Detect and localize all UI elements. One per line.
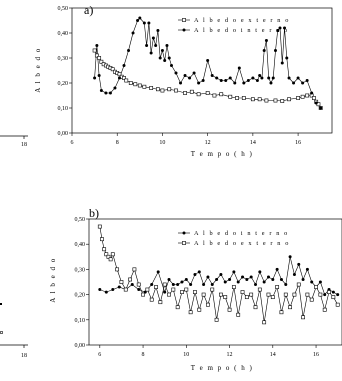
data-point bbox=[193, 273, 196, 276]
data-point bbox=[138, 17, 141, 20]
data-point bbox=[179, 82, 182, 85]
data-point bbox=[323, 293, 326, 296]
data-point bbox=[250, 293, 253, 296]
y-axis-label: A l b e d o bbox=[49, 257, 57, 303]
legend-marker bbox=[182, 241, 185, 244]
data-point bbox=[232, 270, 235, 273]
legend-label: A l b e d o i n t e r n o bbox=[194, 230, 289, 238]
data-point bbox=[310, 92, 313, 95]
legend-marker bbox=[182, 18, 185, 21]
data-point bbox=[180, 281, 183, 284]
data-point bbox=[315, 102, 318, 105]
data-point bbox=[276, 285, 279, 288]
left-mark-open bbox=[1, 332, 3, 334]
data-point bbox=[258, 270, 261, 273]
data-point bbox=[118, 77, 121, 80]
data-point bbox=[312, 96, 315, 99]
data-point bbox=[109, 258, 112, 261]
data-point bbox=[267, 77, 270, 80]
data-point bbox=[301, 316, 304, 319]
data-point bbox=[147, 22, 150, 25]
data-point bbox=[280, 278, 283, 281]
x-tick-label: 10 bbox=[183, 352, 190, 358]
data-point bbox=[238, 67, 241, 70]
data-point bbox=[271, 278, 274, 281]
data-point bbox=[241, 275, 244, 278]
data-point bbox=[280, 311, 283, 314]
data-point bbox=[104, 92, 107, 95]
data-point bbox=[306, 293, 309, 296]
data-point bbox=[301, 95, 304, 98]
y-tick-label: 0,00 bbox=[57, 131, 68, 137]
data-point bbox=[202, 283, 205, 286]
data-point bbox=[306, 79, 309, 82]
data-point bbox=[127, 49, 130, 52]
data-point bbox=[265, 39, 268, 42]
data-point bbox=[302, 278, 305, 281]
y-tick-label: 0,50 bbox=[57, 6, 68, 12]
data-point bbox=[154, 285, 157, 288]
legend-label: A l b e d o e x t e r n o bbox=[194, 240, 290, 248]
data-point bbox=[224, 79, 227, 82]
x-tick-label: 6 bbox=[70, 140, 74, 146]
data-point bbox=[159, 301, 162, 304]
data-point bbox=[154, 44, 157, 47]
data-point bbox=[327, 290, 330, 293]
data-point bbox=[224, 296, 227, 299]
data-point bbox=[232, 285, 235, 288]
data-point bbox=[247, 79, 250, 82]
data-point bbox=[237, 281, 240, 284]
data-point bbox=[285, 57, 288, 60]
data-point bbox=[163, 283, 166, 286]
x-axis-label: T e m p o ( h ) bbox=[190, 150, 254, 158]
data-point bbox=[98, 225, 101, 228]
data-point bbox=[125, 79, 128, 82]
x-tick-label: 14 bbox=[249, 140, 256, 146]
data-point bbox=[146, 288, 149, 291]
data-point bbox=[301, 82, 304, 85]
data-point bbox=[319, 107, 322, 110]
data-point bbox=[168, 278, 171, 281]
data-point bbox=[276, 268, 279, 271]
data-point bbox=[297, 283, 300, 286]
data-point bbox=[287, 98, 290, 101]
data-point bbox=[98, 74, 101, 77]
y-tick-label: 0,00 bbox=[74, 343, 85, 349]
data-point bbox=[168, 57, 171, 60]
data-point bbox=[267, 293, 270, 296]
data-point bbox=[336, 293, 339, 296]
data-point bbox=[176, 283, 179, 286]
data-point bbox=[206, 91, 209, 94]
data-point bbox=[180, 290, 183, 293]
data-point bbox=[128, 278, 131, 281]
data-point bbox=[159, 57, 162, 60]
data-point bbox=[145, 44, 148, 47]
data-point bbox=[131, 283, 134, 286]
data-point bbox=[284, 283, 287, 286]
data-point bbox=[258, 98, 261, 101]
data-point bbox=[233, 82, 236, 85]
data-point bbox=[143, 22, 146, 25]
data-point bbox=[211, 283, 214, 286]
data-point bbox=[98, 288, 101, 291]
data-point bbox=[156, 29, 159, 32]
left-mark-filled bbox=[0, 303, 2, 305]
data-point bbox=[263, 49, 266, 52]
data-point bbox=[288, 77, 291, 80]
data-point bbox=[202, 293, 205, 296]
data-point bbox=[306, 94, 309, 97]
data-point bbox=[176, 306, 179, 309]
data-point bbox=[215, 318, 218, 321]
legend-marker bbox=[183, 232, 186, 235]
data-point bbox=[109, 92, 112, 95]
data-point bbox=[100, 89, 103, 92]
y-tick-label: 0,20 bbox=[74, 292, 85, 299]
x-tick-label: 12 bbox=[204, 140, 211, 146]
panel-label: a) bbox=[84, 3, 94, 17]
y-tick-label: 0,30 bbox=[57, 56, 68, 62]
x-tick-label: 16 bbox=[295, 140, 302, 146]
data-point bbox=[219, 293, 222, 296]
data-point bbox=[189, 311, 192, 314]
data-point bbox=[206, 303, 209, 306]
data-point bbox=[293, 293, 296, 296]
data-point bbox=[152, 37, 155, 40]
data-point bbox=[138, 84, 141, 87]
data-point bbox=[156, 88, 159, 91]
legend-marker bbox=[183, 29, 186, 32]
data-point bbox=[161, 49, 164, 52]
data-point bbox=[267, 275, 270, 278]
x-tick-label: 16 bbox=[313, 352, 320, 358]
data-point bbox=[332, 291, 335, 294]
data-point bbox=[206, 275, 209, 278]
data-point bbox=[163, 291, 166, 294]
x-tick-label: 8 bbox=[141, 352, 145, 358]
data-point bbox=[274, 49, 277, 52]
left-tick-label-top: 18 bbox=[21, 142, 27, 148]
data-point bbox=[111, 253, 114, 256]
data-point bbox=[189, 283, 192, 286]
data-point bbox=[157, 270, 160, 273]
data-point bbox=[251, 77, 254, 80]
data-point bbox=[137, 283, 140, 286]
data-point bbox=[172, 288, 175, 291]
data-point bbox=[245, 296, 248, 299]
data-point bbox=[281, 99, 284, 102]
x-tick-label: 14 bbox=[269, 352, 276, 358]
data-point bbox=[185, 278, 188, 281]
data-point bbox=[250, 275, 253, 278]
data-point bbox=[136, 19, 139, 22]
data-point bbox=[254, 283, 257, 286]
data-point bbox=[263, 281, 266, 284]
data-point bbox=[198, 308, 201, 311]
data-point bbox=[229, 95, 232, 98]
data-point bbox=[310, 298, 313, 301]
data-point bbox=[332, 296, 335, 299]
data-point bbox=[242, 96, 245, 99]
data-point bbox=[141, 293, 144, 296]
data-point bbox=[281, 62, 284, 65]
data-point bbox=[95, 44, 98, 47]
data-point bbox=[296, 96, 299, 99]
panel-label: b) bbox=[89, 206, 99, 220]
data-point bbox=[150, 52, 153, 55]
data-point bbox=[188, 77, 191, 80]
data-point bbox=[134, 83, 137, 86]
data-point bbox=[150, 86, 153, 89]
data-point bbox=[129, 81, 132, 84]
data-point bbox=[143, 85, 146, 88]
data-point bbox=[314, 285, 317, 288]
x-tick-label: 8 bbox=[115, 140, 119, 146]
data-point bbox=[211, 288, 214, 291]
x-axis-label: T e m p o ( h ) bbox=[190, 364, 254, 372]
data-point bbox=[293, 273, 296, 276]
data-point bbox=[183, 91, 186, 94]
data-point bbox=[215, 77, 218, 80]
data-point bbox=[124, 288, 127, 291]
data-point bbox=[174, 89, 177, 92]
data-point bbox=[161, 89, 164, 92]
y-tick-label: 0,30 bbox=[74, 267, 85, 274]
data-point bbox=[272, 77, 275, 80]
data-point bbox=[172, 283, 175, 286]
y-tick-label: 0,40 bbox=[57, 31, 68, 37]
data-point bbox=[170, 64, 173, 67]
data-point bbox=[319, 281, 322, 284]
data-point bbox=[256, 79, 259, 82]
data-point bbox=[215, 278, 218, 281]
data-point bbox=[202, 79, 205, 82]
data-point bbox=[237, 313, 240, 316]
data-point bbox=[289, 306, 292, 309]
y-axis-label: A l b e d o bbox=[34, 47, 42, 93]
data-point bbox=[103, 248, 106, 251]
data-point bbox=[165, 44, 168, 47]
data-point bbox=[93, 77, 96, 80]
data-point bbox=[306, 268, 309, 271]
data-point bbox=[260, 77, 263, 80]
data-point bbox=[168, 88, 171, 91]
data-point bbox=[137, 288, 140, 291]
data-point bbox=[310, 281, 313, 284]
data-point bbox=[118, 286, 121, 289]
y-tick-label: 0,40 bbox=[74, 242, 85, 249]
x-tick-label: 6 bbox=[98, 352, 102, 358]
data-point bbox=[251, 98, 254, 101]
data-point bbox=[120, 280, 123, 283]
data-point bbox=[289, 255, 292, 258]
data-point bbox=[198, 270, 201, 273]
data-point bbox=[336, 303, 339, 306]
data-point bbox=[258, 74, 261, 77]
data-point bbox=[245, 278, 248, 281]
data-point bbox=[100, 238, 103, 241]
data-point bbox=[132, 32, 135, 35]
y-tick-label: 0,20 bbox=[57, 81, 68, 87]
data-point bbox=[197, 93, 200, 96]
data-point bbox=[319, 293, 322, 296]
data-point bbox=[274, 99, 277, 102]
data-point bbox=[98, 56, 101, 59]
data-point bbox=[219, 273, 222, 276]
data-point bbox=[193, 72, 196, 75]
data-point bbox=[228, 278, 231, 281]
data-point bbox=[297, 263, 300, 266]
y-tick-label: 0,10 bbox=[57, 106, 68, 112]
left-tick-label-bottom: 18 bbox=[21, 353, 27, 359]
data-point bbox=[220, 79, 223, 82]
data-point bbox=[150, 298, 153, 301]
legend-label: A l b e d o i n t e r n o bbox=[194, 27, 289, 35]
data-point bbox=[292, 82, 295, 85]
data-point bbox=[133, 268, 136, 271]
data-point bbox=[206, 59, 209, 62]
data-point bbox=[163, 59, 166, 62]
x-tick-label: 12 bbox=[226, 352, 233, 358]
data-point bbox=[271, 296, 274, 299]
data-point bbox=[297, 77, 300, 80]
data-point bbox=[175, 72, 178, 75]
data-point bbox=[105, 291, 108, 294]
data-point bbox=[150, 283, 153, 286]
data-point bbox=[323, 308, 326, 311]
data-point bbox=[269, 82, 272, 85]
data-point bbox=[184, 74, 187, 77]
x-tick-label: 10 bbox=[159, 140, 166, 146]
y-tick-label: 0,10 bbox=[74, 317, 85, 324]
data-point bbox=[213, 94, 216, 97]
data-point bbox=[167, 293, 170, 296]
data-point bbox=[228, 308, 231, 311]
data-point bbox=[111, 288, 114, 291]
data-point bbox=[284, 293, 287, 296]
data-point bbox=[116, 268, 119, 271]
data-point bbox=[197, 82, 200, 85]
data-point bbox=[263, 321, 266, 324]
data-point bbox=[185, 288, 188, 291]
data-point bbox=[123, 64, 126, 67]
data-point bbox=[254, 306, 257, 309]
data-point bbox=[242, 82, 245, 85]
y-tick-label: 0,50 bbox=[74, 217, 85, 223]
data-point bbox=[258, 288, 261, 291]
data-point bbox=[241, 290, 244, 293]
data-point bbox=[224, 281, 227, 284]
data-point bbox=[220, 93, 223, 96]
data-point bbox=[229, 77, 232, 80]
data-point bbox=[113, 87, 116, 90]
data-point bbox=[193, 290, 196, 293]
data-point bbox=[265, 99, 268, 102]
data-point bbox=[235, 96, 238, 99]
legend-label: A l b e d o e x t e r n o bbox=[194, 17, 290, 25]
data-point bbox=[211, 74, 214, 77]
data-point bbox=[190, 90, 193, 93]
data-point bbox=[93, 49, 96, 52]
